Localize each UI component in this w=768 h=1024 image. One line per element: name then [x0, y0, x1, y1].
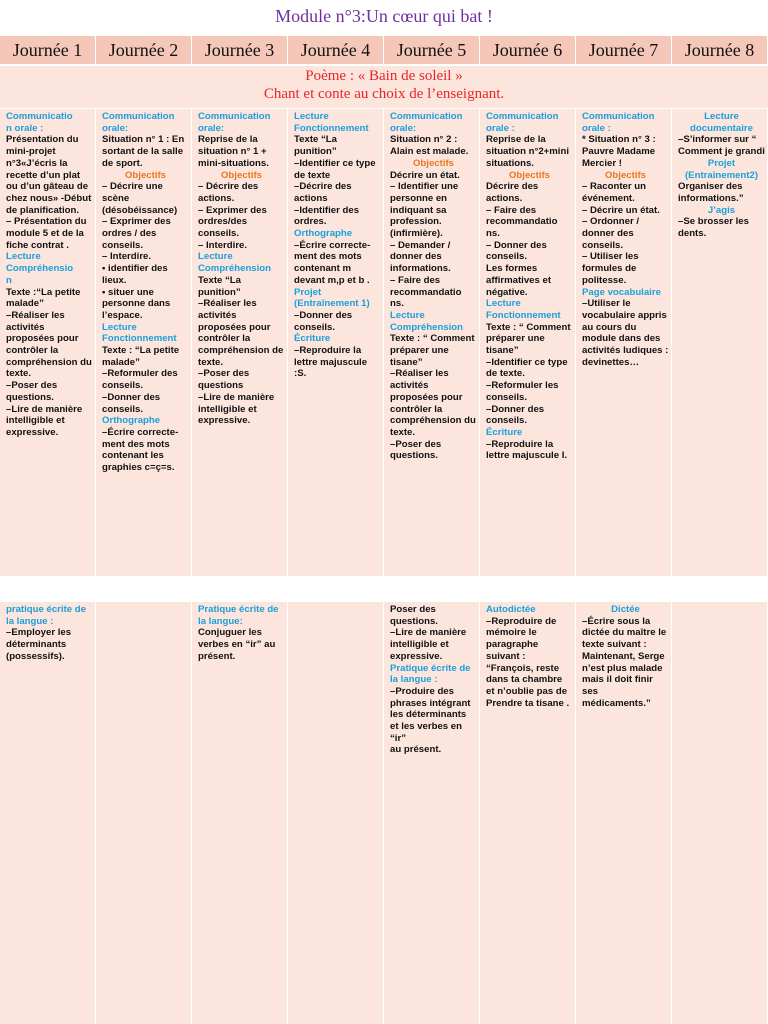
cell-text: –Utiliser le vocabulaire appris au cours du module dans des activités ludiques : devinettes… [582, 298, 669, 368]
cell-text: Poser des questions. –Lire de manière intelligible et expressive. [390, 604, 467, 662]
schedule-cell-day-5 [384, 601, 480, 1024]
section-heading: Autodictée [486, 604, 536, 615]
cell-text: Situation n° 2 : Alain est malade. [390, 134, 469, 158]
cell-text: –Employer les déterminants (possessifs). [6, 627, 72, 662]
cell-text: –Reproduire la lettre majuscule :S. [294, 345, 368, 380]
poem-title: Poème : « Bain de soleil » [305, 68, 463, 84]
cell-text: Présentation du mini-projet n°3«J’écris la recette d’un plat ou d’un gâteau de chez nous» -Début de planification. – Présentation du module 5 et de la fiche contrat . [6, 134, 92, 251]
cell-text: * Situation n° 3 : Pauvre Madame Mercier ! [582, 134, 656, 169]
cell-text: –Produire des phrases intégrant les déterminants et les verbes en “ir” au présent. [390, 685, 471, 756]
cell-text: Reprise de la situation n° 1 + mini-situations. [198, 134, 269, 169]
section-heading: Communicatio n orale : [6, 111, 73, 134]
day-header: Journée 7 [576, 36, 672, 64]
day-header: Journée 8 [672, 36, 768, 64]
schedule-cell-day-1 [0, 601, 96, 1024]
poem-subtitle: Chant et conte au choix de l’enseignant. [263, 86, 505, 102]
objectives-label: Objectifs [508, 169, 551, 181]
cell-text: –Reproduire de mémoire le paragraphe suivant : “François, reste dans ta chambre et n’oublie pas de Prendre ta tisane . [486, 615, 570, 709]
cell-text: Texte : “La petite malade” –Reformuler des conseils. –Donner des conseils. [102, 345, 180, 415]
section-heading: Communication orale: [102, 111, 175, 134]
schedule-cell-day-7 [576, 601, 672, 1024]
day-header-row [0, 36, 768, 64]
section-heading: Pratique écrite de la langue : [390, 662, 471, 686]
cell-text: Texte “La punition” –Identifier ce type de texte –Décrire des actions –Identifier des ordres. [294, 134, 376, 228]
cell-text: –Reproduire la lettre majuscule I. [486, 438, 568, 462]
section-heading: Lecture Compréhension [198, 251, 272, 275]
cell-text: –Écrire correcte-ment des mots contenant m devant m,p et b . [294, 239, 371, 286]
schedule-row-1 [0, 108, 768, 576]
schedule-cell-day-6 [480, 108, 576, 576]
day-header: Journée 4 [288, 36, 384, 64]
schedule-cell-day-4 [288, 601, 384, 1024]
schedule-cell-day-4 [288, 108, 384, 576]
section-heading: Pratique écrite de la langue: [198, 604, 279, 627]
section-heading: pratique écrite de la langue : [6, 604, 86, 627]
day-header: Journée 5 [384, 36, 480, 64]
section-heading: Lecture Compréhension [390, 309, 464, 333]
schedule-cell-day-8 [672, 601, 768, 1024]
cell-text: Décrire un état. – Identifier une personne en indiquant sa profession. (infirmière). – Demander / donner des informations. – Faire des recommandatio ns. [390, 169, 462, 310]
cell-text: –Écrire sous la dictée du maître le texte suivant : Maintenant, Serge n’est plus malade mais il doit finir ses médicaments.” [582, 615, 667, 709]
schedule-cell-day-8 [672, 108, 768, 576]
section-heading: Lecture Fonctionnement [486, 298, 561, 321]
section-heading: Projet (Entraînement2) [684, 157, 759, 181]
schedule-cell-day-1 [0, 108, 96, 576]
objectives-label: Objectifs [124, 169, 167, 181]
cell-text: –S’informer sur “ Comment je grandi [678, 134, 765, 158]
section-heading: Projet (Entraînement 1) [294, 286, 370, 310]
cell-text: –Donner des conseils. [294, 309, 353, 333]
section-heading: Dictée [611, 604, 640, 615]
section-heading: Lecture Fonctionnement [294, 111, 369, 134]
schedule-cell-day-5 [384, 108, 480, 576]
section-heading: Orthographe [294, 228, 353, 240]
day-header: Journée 6 [480, 36, 576, 64]
section-heading: Communication orale : [582, 111, 655, 134]
objectives-label: Objectifs [220, 169, 263, 181]
day-header: Journée 3 [192, 36, 288, 64]
cell-text: Reprise de la situation n°2+mini situations. [486, 134, 569, 169]
day-header: Journée 2 [96, 36, 192, 64]
cell-text: Décrire des actions. – Faire des recommandatio ns. – Donner des conseils. Les formes affirmatives et négative. [486, 181, 558, 298]
cell-text: Organiser des informations.” [678, 181, 744, 204]
section-heading: Communication orale: [198, 111, 271, 134]
section-heading: Lecture Compréhensio n [6, 251, 74, 286]
schedule-cell-day-3 [192, 601, 288, 1024]
cell-text: Texte : “ Comment préparer une tisane” –Identifier ce type de texte. –Reformuler les conseils. –Donner des conseils. [486, 321, 571, 427]
section-heading: Lecture Fonctionnement [102, 321, 177, 345]
schedule-cell-day-7 [576, 108, 672, 576]
cell-text: –Écrire correcte-ment des mots contenant les graphies c=ç=s. [102, 426, 179, 474]
section-heading: Communication orale: [390, 111, 463, 134]
section-heading: Lecture documentaire [690, 111, 753, 134]
objectives-label: Objectifs [412, 157, 455, 169]
schedule-cell-day-2 [96, 108, 192, 576]
schedule-cell-day-6 [480, 601, 576, 1024]
cell-text: Texte : “ Comment préparer une tisane” –Réaliser les activités proposées pour contrôler la compréhension du texte. –Poser des questions. [390, 333, 476, 462]
cell-text: – Décrire des actions. – Exprimer des ordres/des conseils. – Interdire. [198, 181, 267, 251]
cell-text: – Raconter un événement. – Décrire un état. – Ordonner / donner des conseils. – Utiliser les formules de politesse. [582, 181, 660, 286]
cell-text: –Se brosser les dents. [678, 216, 749, 240]
section-heading: Écriture [294, 333, 331, 345]
section-heading: Communication orale : [486, 111, 559, 134]
section-heading: J’agis [707, 204, 736, 216]
cell-text: Conjuguer les verbes en “ir” au présent. [198, 627, 276, 662]
cell-text: – Décrire une scène (désobéissance) – Exprimer des ordres / des conseils. – Interdire. • identifier des lieux. • situer une personne dans l’espace. [102, 181, 178, 321]
cell-text: Situation n° 1 : En sortant de la salle de sport. [102, 134, 185, 169]
schedule-row-2 [0, 601, 768, 1024]
day-header: Journée 1 [0, 36, 96, 64]
page-title: Module n°3:Un cœur qui bat ! [275, 6, 493, 26]
section-heading: Orthographe [102, 415, 161, 427]
schedule-cell-day-3 [192, 108, 288, 576]
cell-text: Texte :“La petite malade” –Réaliser les activités proposées pour contrôler la compréhension du texte. –Poser des questions. –Lire de manière intelligible et expressive. [6, 286, 92, 438]
cell-text: Texte “La punition” –Réaliser les activités proposées pour contrôler la compréhension de texte. –Poser des questions –Lire de manière intelligible et expressive. [198, 274, 284, 427]
poem-banner [0, 65, 768, 109]
section-heading: Écriture [486, 426, 523, 438]
schedule-cell-day-2 [96, 601, 192, 1024]
section-heading: Page vocabulaire [582, 286, 661, 298]
objectives-label: Objectifs [604, 169, 647, 181]
